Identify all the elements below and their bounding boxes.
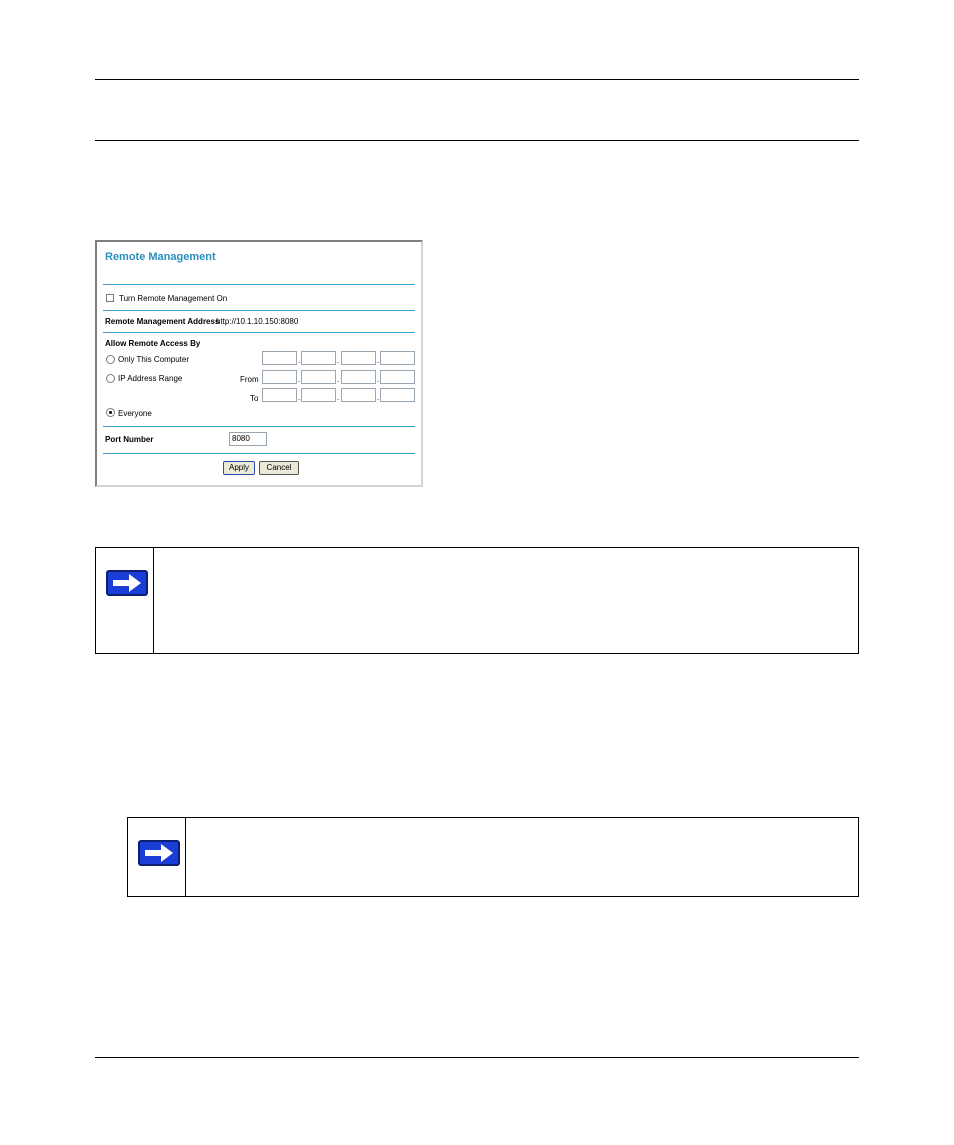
to-octet-3[interactable]: [341, 388, 376, 402]
address-value: http://10.1.10.150:8080: [216, 317, 299, 326]
ip-octet-1[interactable]: [262, 351, 297, 365]
dot: .: [377, 393, 380, 402]
dot: .: [337, 393, 340, 402]
from-label: From: [240, 375, 259, 384]
note-box: [127, 817, 859, 897]
header-rule-bottom: [95, 140, 859, 141]
dot: .: [298, 356, 301, 365]
everyone-label: Everyone: [118, 409, 152, 418]
everyone-radio[interactable]: [106, 408, 115, 417]
dot: .: [337, 356, 340, 365]
ip-range-radio[interactable]: [106, 374, 115, 383]
only-this-computer-label: Only This Computer: [118, 355, 189, 364]
ip-octet-4[interactable]: [380, 351, 415, 365]
separator: [103, 453, 415, 454]
separator: [103, 426, 415, 427]
arrow-right-icon: [106, 570, 148, 596]
arrow-right-icon: [138, 840, 180, 866]
dot: .: [298, 393, 301, 402]
turn-on-checkbox[interactable]: [106, 294, 114, 302]
to-octet-1[interactable]: [262, 388, 297, 402]
note-divider: [185, 818, 186, 896]
remote-management-panel: [95, 240, 423, 487]
footer-rule: [95, 1057, 859, 1058]
dot: .: [377, 375, 380, 384]
ip-octet-3[interactable]: [341, 351, 376, 365]
separator: [103, 332, 415, 333]
panel-title: Remote Management: [105, 251, 216, 263]
dot: .: [298, 375, 301, 384]
port-label: Port Number: [105, 435, 154, 444]
to-octet-4[interactable]: [380, 388, 415, 402]
dot: .: [337, 375, 340, 384]
separator: [103, 310, 415, 311]
to-label: To: [250, 394, 259, 403]
only-this-computer-radio[interactable]: [106, 355, 115, 364]
address-label: Remote Management Address: [105, 317, 220, 326]
turn-on-label: Turn Remote Management On: [119, 294, 228, 303]
separator: [103, 284, 415, 285]
from-octet-1[interactable]: [262, 370, 297, 384]
to-octet-2[interactable]: [301, 388, 336, 402]
dot: .: [377, 356, 380, 365]
ip-range-label: IP Address Range: [118, 374, 183, 383]
from-octet-4[interactable]: [380, 370, 415, 384]
from-octet-2[interactable]: [301, 370, 336, 384]
note-box: [95, 547, 859, 654]
allow-access-label: Allow Remote Access By: [105, 339, 201, 348]
note-divider: [153, 548, 154, 653]
ip-octet-2[interactable]: [301, 351, 336, 365]
apply-button[interactable]: Apply: [223, 461, 255, 475]
cancel-button[interactable]: Cancel: [259, 461, 299, 475]
from-octet-3[interactable]: [341, 370, 376, 384]
header-rule-top: [95, 79, 859, 80]
port-input[interactable]: 8080: [229, 432, 267, 446]
